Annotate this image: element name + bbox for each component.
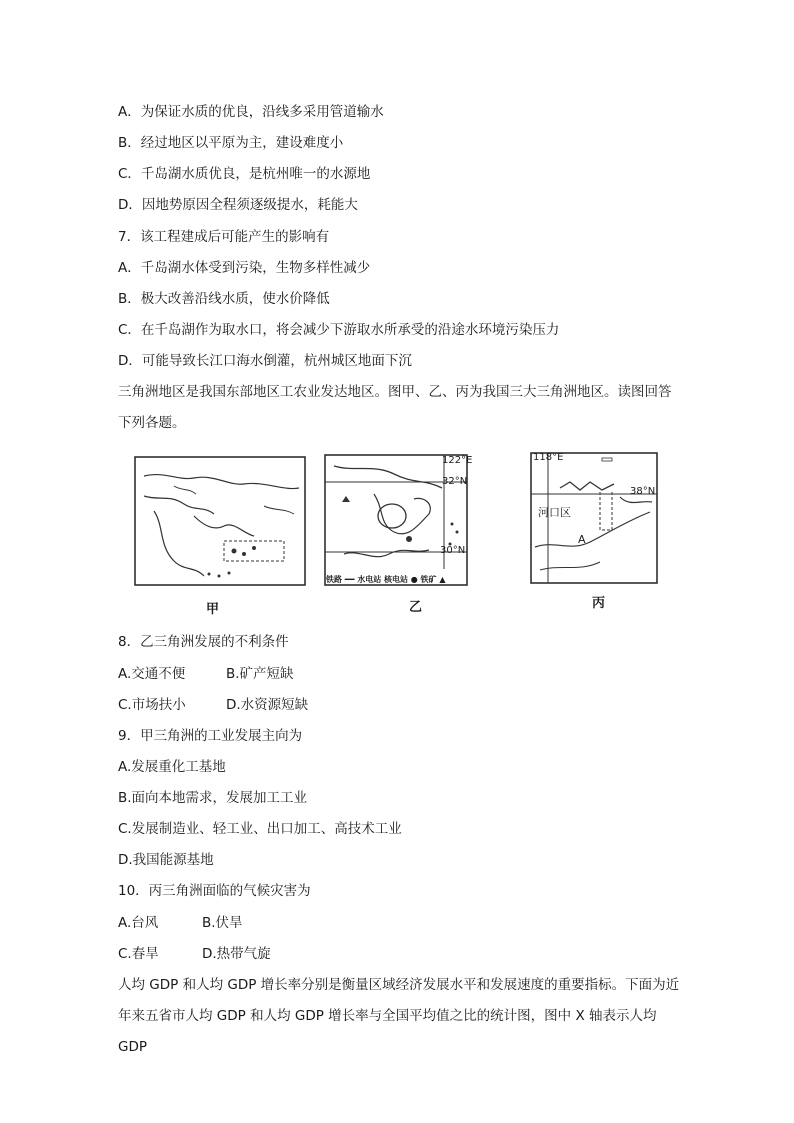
q9-option-c: C.发展制造业、轻工业、出口加工、高技术工业 [118,821,402,837]
q10-option-a: A.台风 [118,915,159,931]
delta-maps-figure [128,450,678,620]
map-jia-caption: 甲 [206,602,220,617]
intro-paragraph-gdp: 人均 GDP 和人均 GDP 增长率分别是衡量区域经济发展水平和发展速度的重要指标。下面为近年来五省市人均 GDP 和人均 GDP 增长率与全国平均值之比的统计图，图中 X 轴表示人均 GDP [118,977,680,1055]
q10-option-b: B.伏旱 [202,915,243,931]
q10-stem: 10．丙三角洲面临的气候灾害为 [118,883,311,899]
q9-option-a: A.发展重化工基地 [118,759,226,775]
q8-stem: 8．乙三角洲发展的不利条件 [118,634,289,650]
q6-option-a: A．为保证水质的优良，沿线多采用管道输水 [118,104,384,120]
q10-option-d: D.热带气旋 [202,946,271,962]
q7-stem: 7．该工程建成后可能产生的影响有 [118,229,330,245]
q10-options-row-2 [118,945,271,963]
q8-option-a: A.交通不便 [118,666,186,682]
q6-option-d: D．因地势原因全程须逐级提水，耗能大 [118,197,358,213]
q7-option-d: D．可能导致长江口海水倒灌，杭州城区地面下沉 [118,353,412,369]
map-yi-lon-label: 122°E [442,455,473,466]
q9-stem: 9．甲三角洲的工业发展主向为 [118,728,303,744]
q8-options-row-2 [118,696,309,714]
intro-paragraph-deltas: 三角洲地区是我国东部地区工农业发达地区。图甲、乙、丙为我国三大三角洲地区。读图回答下列各题。 [118,384,672,431]
q8-option-d: D.水资源短缺 [226,697,309,713]
q8-option-c: C.市场扶小 [118,697,186,713]
map-bing-point-label: A [578,533,586,546]
map-yi-caption: 乙 [409,600,423,615]
q10-option-c: C.春旱 [118,946,159,962]
q6-option-b: B．经过地区以平原为主，建设难度小 [118,135,344,151]
q8-options-row-1 [118,665,294,683]
map-bing-region-label: 河口区 [538,506,571,519]
map-bing-lon-label: 118°E [533,452,564,463]
q9-option-d: D.我国能源基地 [118,852,214,868]
map-yi [324,454,468,586]
q7-option-a: A．千岛湖水体受到污染，生物多样性减少 [118,260,371,276]
q10-options-row-1 [118,914,243,932]
map-bing-caption: 丙 [592,596,606,611]
map-bing-lat-label: 38°N [630,486,656,497]
q8-option-b: B.矿产短缺 [226,666,294,682]
q9-option-b: B.面向本地需求，发展加工工业 [118,790,308,806]
map-yi-lat-bottom-label: 30°N [440,545,466,556]
map-yi-lat-top-label: 32°N [442,476,468,487]
q6-option-c: C．千岛湖水质优良，是杭州唯一的水源地 [118,166,371,182]
map-jia [134,456,306,586]
q7-option-b: B．极大改善沿线水质，使水价降低 [118,291,330,307]
map-yi-legend: 铁路 ━━ 水电站 核电站 ● 铁矿 ▲ [326,575,446,584]
q7-option-c: C．在千岛湖作为取水口，将会减少下游取水所承受的沿途水环境污染压力 [118,322,560,338]
